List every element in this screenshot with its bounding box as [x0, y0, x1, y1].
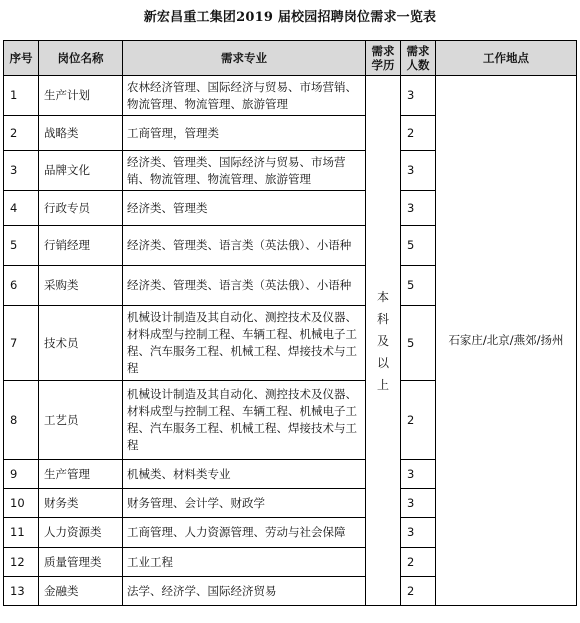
cell-major: 经济类、管理类、国际经济与贸易、市场营销、物流管理、物流管理、旅游管理 [123, 151, 366, 191]
cell-position: 技术员 [39, 306, 123, 381]
cell-major: 工商管理，管理类 [123, 116, 366, 151]
cell-seq: 12 [4, 548, 39, 577]
cell-count: 3 [401, 151, 436, 191]
cell-major: 工业工程 [123, 548, 366, 577]
cell-major: 法学、经济学、国际经济贸易 [123, 577, 366, 606]
cell-position: 行销经理 [39, 226, 123, 266]
education-text: 本科及以上 [376, 289, 389, 392]
cell-major: 经济类、管理类、语言类（英法俄）、小语种 [123, 266, 366, 306]
cell-position: 生产管理 [39, 460, 123, 489]
cell-count: 2 [401, 381, 436, 460]
header-education: 需求学历 [366, 41, 401, 76]
cell-position: 质量管理类 [39, 548, 123, 577]
cell-seq: 5 [4, 226, 39, 266]
cell-seq: 6 [4, 266, 39, 306]
cell-count: 2 [401, 577, 436, 606]
cell-position: 生产计划 [39, 76, 123, 116]
cell-count: 3 [401, 518, 436, 548]
cell-major: 机械类、材料类专业 [123, 460, 366, 489]
cell-major: 工商管理、人力资源管理、劳动与社会保障 [123, 518, 366, 548]
cell-position: 行政专员 [39, 191, 123, 226]
cell-seq: 9 [4, 460, 39, 489]
header-count: 需求人数 [401, 41, 436, 76]
cell-major: 经济类、管理类、语言类（英法俄）、小语种 [123, 226, 366, 266]
cell-major: 机械设计制造及其自动化、测控技术及仪器、材料成型与控制工程、车辆工程、机械电子工程、汽车服务工程、机械工程、焊接技术与工程 [123, 381, 366, 460]
cell-seq: 4 [4, 191, 39, 226]
header-position: 岗位名称 [39, 41, 123, 76]
cell-seq: 11 [4, 518, 39, 548]
cell-major: 经济类、管理类 [123, 191, 366, 226]
header-major: 需求专业 [123, 41, 366, 76]
cell-seq: 10 [4, 489, 39, 518]
cell-position: 财务类 [39, 489, 123, 518]
cell-position: 工艺员 [39, 381, 123, 460]
cell-major: 财务管理、会计学、财政学 [123, 489, 366, 518]
cell-count: 3 [401, 489, 436, 518]
table-row [4, 76, 577, 116]
page-title: 新宏昌重工集团2019 届校园招聘岗位需求一览表 [143, 10, 437, 25]
cell-position: 品牌文化 [39, 151, 123, 191]
table-header-row [4, 41, 577, 76]
cell-position: 人力资源类 [39, 518, 123, 548]
cell-seq: 7 [4, 306, 39, 381]
cell-seq: 3 [4, 151, 39, 191]
cell-count: 2 [401, 116, 436, 151]
cell-seq: 2 [4, 116, 39, 151]
cell-position: 战略类 [39, 116, 123, 151]
cell-count: 5 [401, 226, 436, 266]
cell-seq: 1 [4, 76, 39, 116]
cell-count: 3 [401, 460, 436, 489]
header-seq: 序号 [4, 41, 39, 76]
cell-count: 5 [401, 306, 436, 381]
cell-major: 农林经济管理、国际经济与贸易、市场营销、物流管理、物流管理、旅游管理 [123, 76, 366, 116]
cell-position: 采购类 [39, 266, 123, 306]
recruitment-table [3, 40, 577, 606]
cell-count: 3 [401, 76, 436, 116]
cell-seq: 8 [4, 381, 39, 460]
cell-position: 金融类 [39, 577, 123, 606]
header-location: 工作地点 [436, 41, 577, 76]
cell-location: 石家庄/北京/燕郊/扬州 [436, 76, 577, 606]
cell-major: 机械设计制造及其自动化、测控技术及仪器、材料成型与控制工程、车辆工程、机械电子工程、汽车服务工程、机械工程、焊接技术与工程 [123, 306, 366, 381]
cell-count: 3 [401, 191, 436, 226]
cell-count: 5 [401, 266, 436, 306]
cell-education [366, 76, 401, 606]
cell-seq: 13 [4, 577, 39, 606]
cell-count: 2 [401, 548, 436, 577]
